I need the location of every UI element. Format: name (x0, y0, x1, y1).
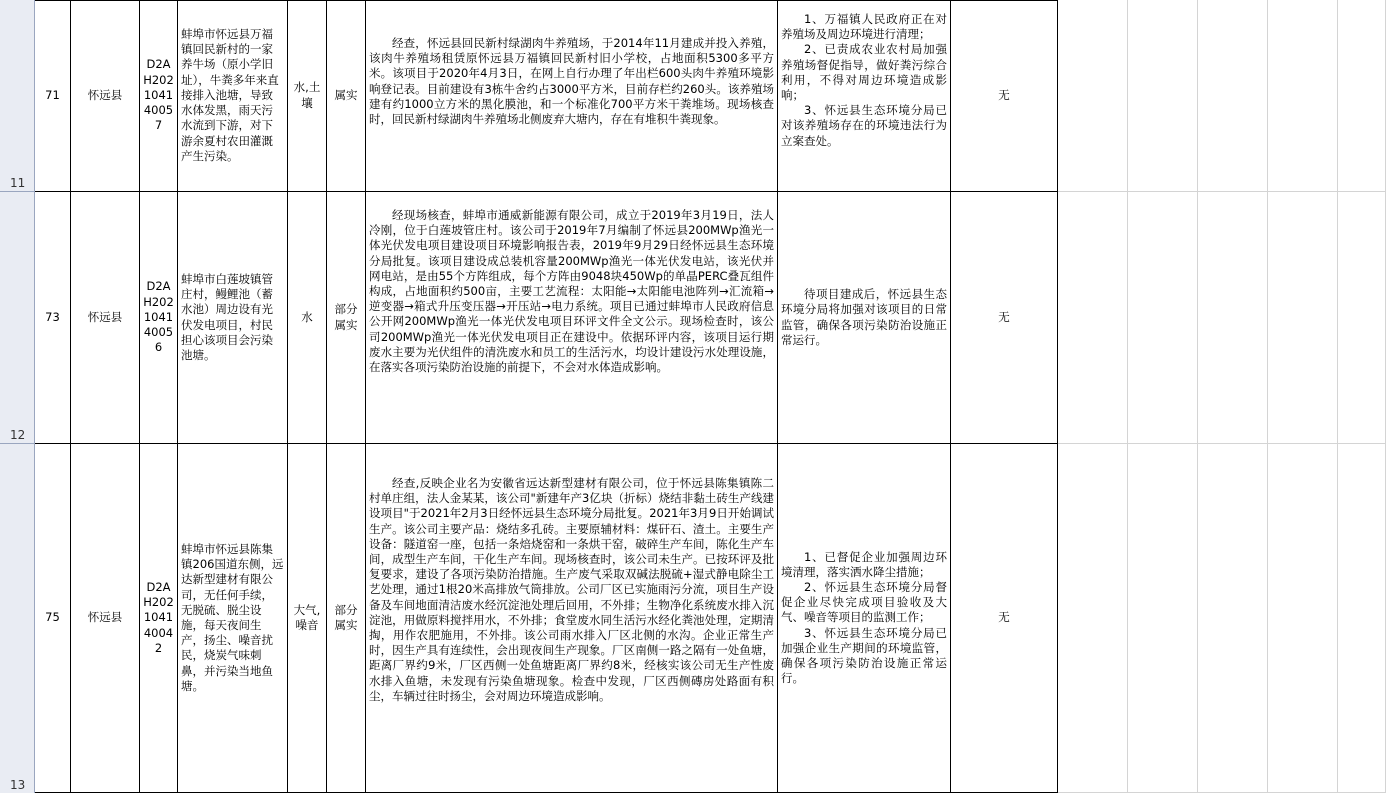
cell-pollution-type[interactable]: 大气,噪音 (288, 444, 327, 793)
cell-seq[interactable]: 75 (35, 444, 71, 793)
cell-findings[interactable]: 经查，怀远县回民新村绿湖肉牛养殖场，于2014年11月建成并投入养殖，该肉牛养殖场租赁原怀远县万福镇回民新村旧小学校，占地面积5300多平方米。该项目于2020年4月3日，在网上自行办理了年出栏600头肉牛养殖环境影响登记表。目前建设有3栋牛舍约占3000平方米，目前存栏约260头。该养殖场建有约1000立方米的黑化膜池，和一个标准化700平方米干粪堆场。现场核查时，回民新村绿湖肉牛养殖场北侧废弃大塘内，存在有堆积牛粪现象。 (366, 0, 778, 192)
cell-verdict[interactable]: 部分属实 (327, 192, 366, 444)
cell-seq[interactable]: 71 (35, 0, 71, 192)
cell-accountability[interactable]: 无 (951, 192, 1058, 444)
cell-pollution-type[interactable]: 水 (288, 192, 327, 444)
empty-cell[interactable] (1128, 192, 1198, 444)
cell-county[interactable]: 怀远县 (71, 0, 140, 192)
empty-cell[interactable] (1268, 444, 1338, 793)
empty-cell[interactable] (1128, 444, 1198, 793)
empty-cell[interactable] (1058, 444, 1128, 793)
row-header-11[interactable]: 11 (0, 0, 35, 192)
empty-cell[interactable] (1058, 192, 1128, 444)
empty-cell[interactable] (1198, 444, 1268, 793)
empty-cell[interactable] (1338, 444, 1386, 793)
row-header-12[interactable]: 12 (0, 192, 35, 444)
cell-findings[interactable]: 经查,反映企业名为安徽省远达新型建材有限公司，位于怀远县陈集镇陈二村单庄组，法人金某某，该公司"新建年产3亿块（折标）烧结非黏土砖生产线建设项目"于2021年2月3日经怀远县生态环境分局批复。2021年3月9日开始调试生产。该公司主要产品：烧结多孔砖。主要原辅材料：煤矸石、渣土。主要生产设备：隧道窑一座，包括一条焙烧窑和一条烘干窑，破碎生产车间，陈化生产车间，成型生产车间，干化生产车间。现场核查时，该公司未生产。已按环评及批复要求，建设了各项污染防治措施。生产废气采取双碱法脱硫+湿式静电除尘工艺处理，通过1根20米高排放气筒排放。公司厂区已实施雨污分流，项目生产设备及车间地面清洁废水经沉淀池处理后回用，不外排；生物净化系统废水排入沉淀池，用做原料搅拌用水，不外排；食堂废水同生活污水经化粪池处理，定期清掏，用作农肥施用，不外排。该公司雨水排入厂区北侧的水沟。企业正常生产时，因生产具有连续性，会出现夜间生产现象。厂区南侧一路之隔有一处鱼塘，距离厂界约9米，厂区西侧一处鱼塘距离厂界约8米，经核实该公司无生产性废水排入鱼塘，未发现有污染鱼塘现象。检查中发现，厂区西侧磚房处路面有积尘，车辆过往时扬尘，会对周边环境造成影响。 (366, 444, 778, 793)
empty-cell[interactable] (1198, 0, 1268, 192)
empty-cell[interactable] (1338, 192, 1386, 444)
row-header-13[interactable]: 13 (0, 444, 35, 793)
cell-pollution-type[interactable]: 水,土壤 (288, 0, 327, 192)
cell-code[interactable]: D2A H202 1041 4005 7 (140, 0, 178, 192)
empty-cell[interactable] (1198, 192, 1268, 444)
empty-cell[interactable] (1268, 192, 1338, 444)
cell-measures[interactable]: 1、已督促企业加强周边环境清理，落实洒水降尘措施； 2、怀远县生态环境分局督促企业尽快完成项目验收及大气、噪音等项目的监测工作； 3、怀远县生态环境分局已加强企业生产期间的环境监管，确保各项污染防治设施正常运行。 (778, 444, 951, 793)
cell-measures[interactable]: 1、万福镇人民政府正在对养殖场及周边环境进行清理； 2、已责成农业农村局加强养殖场督促指导，做好粪污综合利用，不得对周边环境造成影响； 3、怀远县生态环境分局已对该养殖场存在的环境违法行为立案查处。 (778, 0, 951, 192)
cell-accountability[interactable]: 无 (951, 0, 1058, 192)
cell-code[interactable]: D2A H202 1041 4005 6 (140, 192, 178, 444)
empty-cell[interactable] (1058, 0, 1128, 192)
cell-findings[interactable]: 经现场核查，蚌埠市通威新能源有限公司，成立于2019年3月19日，法人冷刚，位于白莲坡管庄村。该公司于2019年7月编制了怀远县200MWp渔光一体光伏发电项目建设项目环境影响报告表，2019年9月29日经怀远县生态环境分局批复。该项目建设成总装机容量200MWp渔光一体光伏发电站，该光伏并网电站，是由55个方阵组成，每个方阵由9048块450Wp的单晶PERC叠瓦组件构成，占地面积约500亩，主要工艺流程：太阳能→太阳能电池阵列→汇流箱→逆变器→箱式升压变压器→开压站→电力系统。项目已通过蚌埠市人民政府信息公开网200MWp渔光一体光伏发电项目环评文件全文公示。现场检查时，该公司200MWp渔光一体光伏发电项目正在建设中。依据环评内容，该项目运行期废水主要为光伏组件的清洗废水和员工的生活污水，均设计建设污水处理设施，在落实各项污染防治设施的前提下，不会对水体造成影响。 (366, 192, 778, 444)
cell-complaint[interactable]: 蚌埠市白莲坡镇管庄村，鳗鲤池（蓄水池）周边设有光伏发电项目，村民担心该项目会污染池塘。 (178, 192, 288, 444)
cell-verdict[interactable]: 属实 (327, 0, 366, 192)
cell-measures[interactable]: 待项目建成后，怀远县生态环境分局将加强对该项目的日常监管，确保各项污染防治设施正常运行。 (778, 192, 951, 444)
cell-complaint[interactable]: 蚌埠市怀远县万福镇回民新村的一家养牛场（原小学旧址），牛粪多年来直接排入池塘，导致水体发黑，雨天污水流到下游，对下游余夏村农田灌溉产生污染。 (178, 0, 288, 192)
cell-seq[interactable]: 73 (35, 192, 71, 444)
empty-cell[interactable] (1268, 0, 1338, 192)
cell-verdict[interactable]: 部分属实 (327, 444, 366, 793)
cell-complaint[interactable]: 蚌埠市怀远县陈集镇206国道东侧，远达新型建材有限公司，无任何手续，无脱硫、脱尘设施，每天夜间生产，扬尘、噪音扰民，烧炭气味刺鼻，并污染当地鱼塘。 (178, 444, 288, 793)
empty-cell[interactable] (1128, 0, 1198, 192)
cell-county[interactable]: 怀远县 (71, 192, 140, 444)
cell-accountability[interactable]: 无 (951, 444, 1058, 793)
cell-county[interactable]: 怀远县 (71, 444, 140, 793)
cell-code[interactable]: D2A H202 1041 4004 2 (140, 444, 178, 793)
empty-cell[interactable] (1338, 0, 1386, 192)
